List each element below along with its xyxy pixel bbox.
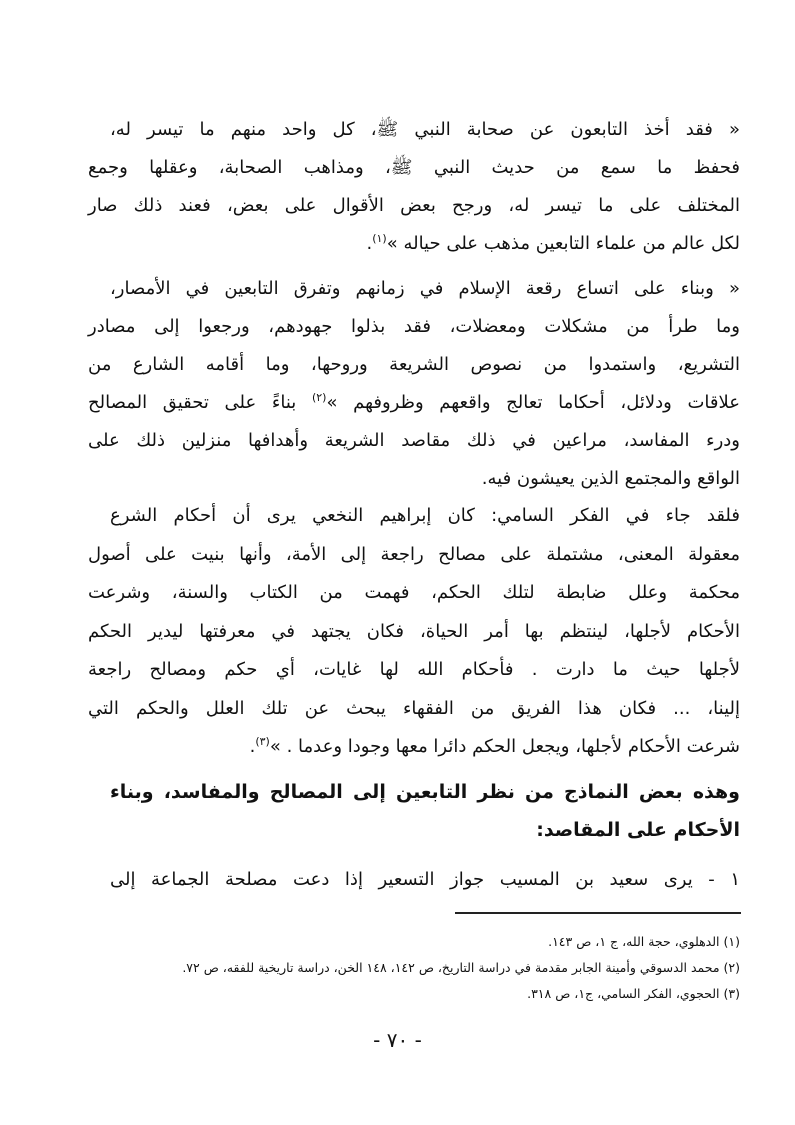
footnote-ref: (١): [372, 232, 387, 245]
text: بناءً على تحقيق المصالح: [88, 392, 312, 413]
footnote-ref: (٢): [311, 391, 327, 404]
text: .: [366, 233, 373, 254]
footnote: (٣) الحجوي، الفكر السامي، ج١، ص ٣١٨.: [527, 986, 740, 1001]
footnote-ref: (٣): [255, 735, 270, 748]
section-heading: الأحكام على المقاصد:: [536, 819, 740, 841]
page-number: - ٧٠ -: [373, 1028, 422, 1052]
text-line: معقولة المعنى، مشتملة على مصالح راجعة إلى الأمة، وأنها بنيت على أصول: [88, 544, 740, 565]
text: لكل عالم من علماء التابعين مذهب على حياله »: [386, 233, 740, 254]
footnote: (١) الدهلوي، حجة الله، ج ١، ص ١٤٣.: [548, 934, 740, 949]
list-item: ١ - يرى سعيد بن المسيب جواز التسعير إذا دعت مصلحة الجماعة إلى: [110, 869, 740, 890]
text-line: لأجلها حيث ما دارت . فأحكام الله لها غايات، أي حكم ومصالح راجعة: [88, 659, 740, 680]
text-line: فحفظ ما سمع من حديث النبي ﷺ، ومذاهب الصحابة، وعقلها وجمع: [88, 157, 740, 178]
text: علاقات ودلائل، أحكاما تعالج واقعهم وظروفهم »: [326, 392, 740, 413]
text-line: [88, 384, 740, 422]
text-line: وما طرأ من مشكلات ومعضلات، فقد بذلوا جهودهم، ورجعوا إلى مصادر: [88, 316, 740, 337]
text-line: المختلف على ما تيسر له، ورجح بعض الأقوال على بعض، فعند ذلك صار: [88, 195, 740, 216]
text-line: إلينا، ... فكان هذا الفريق من الفقهاء يبحث عن تلك العلل والحكم التي: [88, 698, 740, 719]
text-line: التشريع، واستمدوا من نصوص الشريعة وروحها، وما أقامه الشارع من: [88, 354, 740, 375]
text-line: الأحكام لأجلها، لينتظم بها أمر الحياة، فكان يجتهد في معرفتها ليدير الحكم: [88, 621, 740, 642]
text-line: الواقع والمجتمع الذين يعيشون فيه.: [481, 468, 740, 489]
text-line: محكمة وعلل ضابطة لتلك الحكم، فهمت من الكتاب والسنة، وشرعت: [88, 582, 740, 603]
footnote-separator: [455, 912, 741, 914]
text: .: [249, 736, 256, 757]
text-line: ودرء المفاسد، مراعين في ذلك مقاصد الشريعة وأهدافها منزلين ذلك على: [88, 430, 740, 451]
text-line: « وبناء على اتساع رقعة الإسلام في زمانهم وتفرق التابعين في الأمصار،: [110, 278, 740, 299]
section-heading: وهذه بعض النماذج من نظر التابعين إلى المصالح والمفاسد، وبناء: [110, 781, 740, 803]
text: شرعت الأحكام لأجلها، ويجعل الحكم دائرا معها وجودا وعدما . »: [269, 736, 740, 757]
text-line: فلقد جاء في الفكر السامي: كان إبراهيم النخعي يرى أن أحكام الشرع: [110, 505, 740, 526]
footnote: (٢) محمد الدسوقي وأمينة الجابر مقدمة في دراسة التاريخ، ص ١٤٢، ١٤٨ الخن، دراسة تاريخية للفقه، ص ٧٢.: [182, 960, 740, 975]
text-line: [88, 225, 740, 263]
text-line: « فقد أخذ التابعون عن صحابة النبي ﷺ، كل واحد منهم ما تيسر له،: [110, 119, 740, 140]
text-line: [88, 728, 740, 766]
